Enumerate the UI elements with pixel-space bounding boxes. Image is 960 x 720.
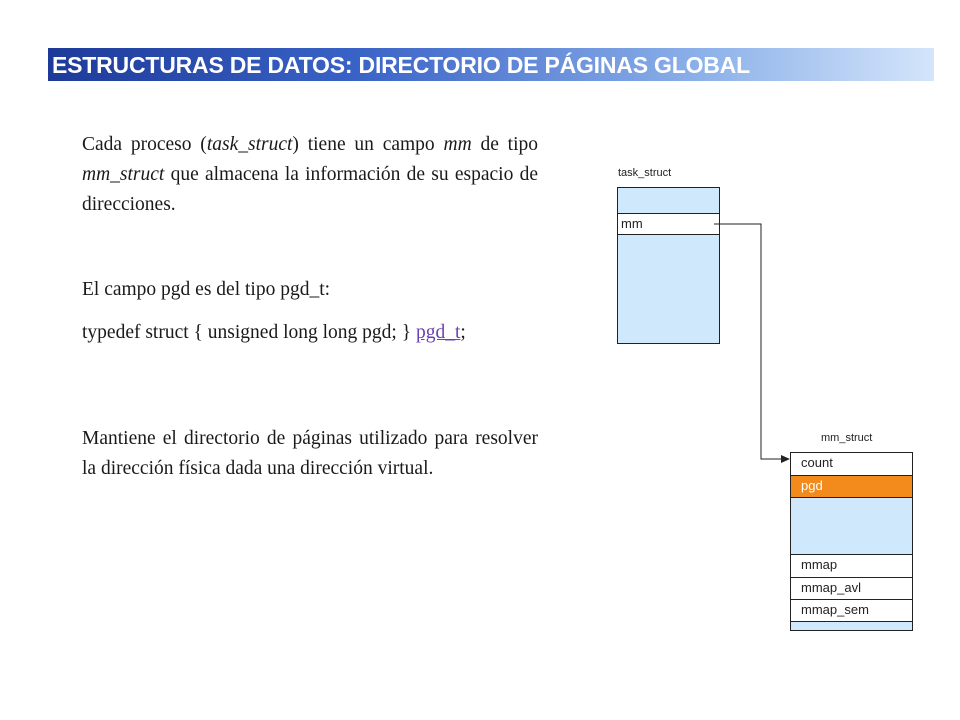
task-struct-field-mm: mm [618,213,719,235]
mm-struct-field-mmap-avl: mmap_avl [791,577,912,600]
mm-struct-field-mmap: mmap [791,554,912,578]
paragraph-task-struct: Cada proceso (task_struct) tiene un campo mm de tipo mm_struct que almacena la información de su espacio de direcciones. [82,134,538,215]
paragraph-typedef: typedef struct { unsigned long long pgd; } pgd_t; [82,322,466,343]
page-title: ESTRUCTURAS DE DATOS: DIRECTORIO DE PÁGINAS GLOBAL [52,52,750,78]
pgd-t-link[interactable]: pgd_t [415,322,461,343]
mm-struct-field-mmap-sem: mmap_sem [791,599,912,622]
arrow-head-icon [781,455,790,463]
mm-struct-field-pgd: pgd [791,475,912,498]
mm-struct-field-count: count [791,453,912,476]
mm-struct-label: mm_struct [821,432,873,444]
paragraph-pgd-type: El campo pgd es del tipo pgd_t: [82,279,331,300]
task-struct-label: task_struct [618,167,672,179]
paragraph-page-directory: Mantiene el directorio de páginas utilizado para resolver la dirección física dada una dirección virtual. [82,428,538,479]
